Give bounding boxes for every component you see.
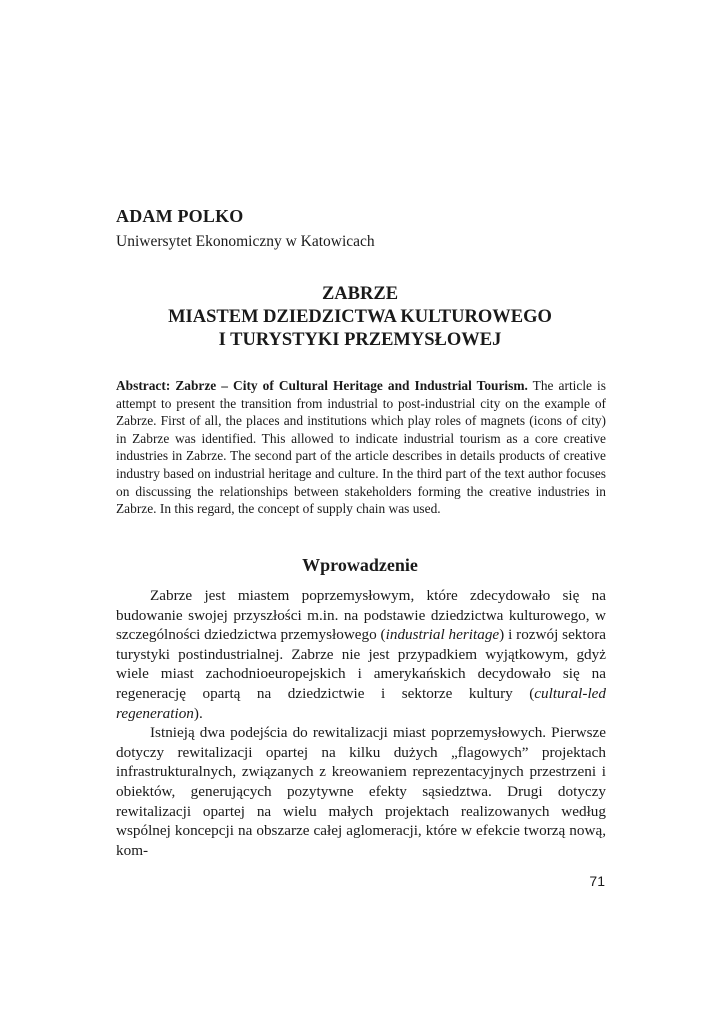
paragraph-2: Istnieją dwa podejścia do rewitalizacji miast poprzemysłowych. Pierwsze dotyczy rewitalizacji opartej na kilku dużych „flagowych” projektach infrastrukturalnych, związanych z kreowaniem reprezentacyjnych przestrzeni i obiektów, generujących pozytywne efekty sąsiedztwa. Drugi dotyczy rewitalizacji opartej na wielu małych projektach realizowanych według wspólnej koncepcji na obszarze całej aglomeracji, które w efekcie tworzą nową, kom- bbox=[116, 724, 606, 859]
paragraph-1-part-1: Zabrze jest miastem poprzemysłowym, które zdecydowało się na budowanie swojej przyszłości m.in. na podstawie dziedzictwa kulturowego, w szczególności dziedzictwa przemysłowego ( bbox=[116, 587, 606, 644]
page-number: 71 bbox=[589, 873, 605, 889]
title-line-1: ZABRZE bbox=[321, 284, 399, 304]
abstract-text: The article is attempt to present the transition from industrial to post-industrial city on the example of Zabrze. First of all, the places and institutions which play roles of magnets (icons of city) in Zabrze was identified. This allowed to indicate industrial tourism as a core creative industries in Zabrze. The second part of the article describes in details products of creative industry based on industrial heritage and culture. In the third part of the text author focuses on discussing the relationships between stakeholders forming the creative industries in Zabrze. In this regard, the concept of supply chain was used. bbox=[116, 378, 606, 517]
paragraph-1-italic-2: cultural-led regeneration bbox=[116, 684, 606, 722]
title-line-3: I TURYSTYKI PRZEMYSŁOWEJ bbox=[218, 330, 502, 350]
section-heading: Wprowadzenie bbox=[302, 555, 418, 575]
paragraph-1 bbox=[116, 586, 606, 723]
title-line-2: MIASTEM DZIEDZICTWA KULTUROWEGO bbox=[168, 307, 552, 327]
abstract-heading: Abstract: Zabrze – City of Cultural Heritage and Industrial Tourism. bbox=[116, 378, 528, 393]
paragraph-1-italic-1: industrial heritage bbox=[385, 626, 500, 644]
article-title bbox=[116, 283, 604, 352]
paragraph-1-part-3: ). bbox=[193, 704, 203, 722]
paragraph-1-part-2: ) i rozwój sektora turystyki postindustrialnej. Zabrze nie jest przypadkiem wyjątkowym, gdyż wiele miast zachodnioeuropejskich i amerykańskich decydowało się na regenerację opartą na dziedzictwie i sektorze kultury ( bbox=[116, 626, 607, 702]
body-text bbox=[116, 586, 606, 860]
abstract bbox=[116, 377, 606, 518]
author-affiliation: Uniwersytet Ekonomiczny w Katowicach bbox=[116, 233, 375, 250]
author-name: ADAM POLKO bbox=[116, 206, 244, 226]
